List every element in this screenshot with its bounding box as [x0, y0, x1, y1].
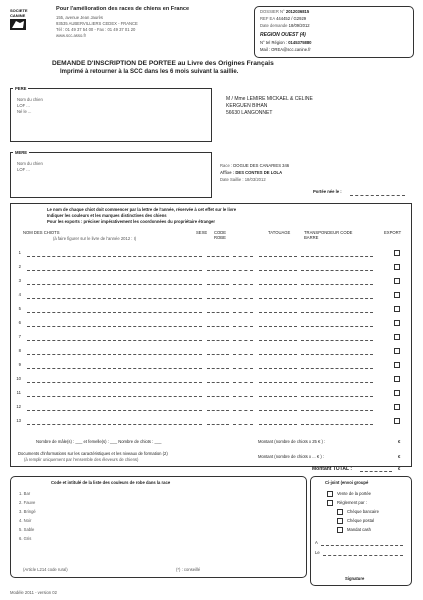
puppy-tatouage-field[interactable] [259, 410, 297, 411]
code-item: 4. Noir [19, 518, 32, 523]
vente-checkbox[interactable] [327, 491, 333, 497]
puppy-tatouage-field[interactable] [259, 326, 297, 327]
puppy-sexe-field[interactable] [207, 354, 229, 355]
puppy-tatouage-field[interactable] [259, 368, 297, 369]
proprietaire-line-1: M / Mme LEMIRE MICKAEL & CELINE [226, 96, 313, 102]
code-item: 2. Fauve [19, 500, 36, 505]
puppy-code-field[interactable] [233, 298, 253, 299]
col-nom-sub: (à faire figurer sur le livre de l'année 2012 : I) [53, 236, 137, 241]
code-item: 1. Bar [19, 491, 31, 496]
puppy-name-field[interactable] [27, 424, 202, 425]
svg-text:CANINE: CANINE [10, 13, 26, 18]
row-number: 4 [18, 292, 21, 297]
mere-line-2: LOF ... [17, 167, 30, 172]
row-number: 11 [16, 390, 21, 395]
cheque-postal-label: Chèque postal [347, 518, 375, 523]
puppy-sexe-field[interactable] [207, 340, 229, 341]
codes-title: Code et intitulé de la liste des couleurs de robe dans la race [51, 480, 171, 485]
puppy-code-field[interactable] [233, 326, 253, 327]
puppy-tatouage-field[interactable] [259, 424, 297, 425]
puppy-name-field[interactable] [27, 256, 202, 257]
org-title: Pour l'amélioration des races de chiens en France [56, 6, 190, 12]
race-label: Race : [220, 163, 233, 168]
row-number: 12 [16, 404, 21, 409]
row-number: 9 [18, 362, 21, 367]
reglement-checkbox[interactable] [327, 500, 333, 506]
dossier-label: DOSSIER N° [260, 9, 285, 14]
puppy-sexe-field[interactable] [207, 424, 229, 425]
pere-line-1: Nom du chien [17, 97, 43, 102]
puppy-name-field[interactable] [27, 312, 202, 313]
puppy-tatouage-field[interactable] [259, 396, 297, 397]
puppy-sexe-field[interactable] [207, 382, 229, 383]
total-currency: € [398, 466, 401, 471]
documents-note: (à remplir uniquement par l'ensemble des éleveurs de chiens) [24, 457, 139, 462]
ref-value: 444452 / G2929 [276, 16, 307, 21]
puppy-transpondeur-field[interactable] [301, 326, 373, 327]
puppy-transpondeur-field[interactable] [301, 368, 373, 369]
reglement-label: Règlement par : [337, 500, 367, 505]
export-checkbox[interactable] [394, 404, 400, 410]
cheque-bancaire-label: Chèque bancaire [347, 509, 379, 514]
puppy-transpondeur-field[interactable] [301, 340, 373, 341]
puppy-code-field[interactable] [233, 368, 253, 369]
le-label: Le [315, 550, 320, 555]
le-field[interactable] [323, 555, 403, 556]
col-export-header: EXPORT [384, 230, 402, 235]
export-checkbox[interactable] [394, 292, 400, 298]
puppy-tatouage-field[interactable] [259, 256, 297, 257]
payment-box [310, 476, 412, 586]
montant2-label: Montant (nombre de chiots x ... € ) : [258, 454, 325, 459]
export-checkbox[interactable] [394, 264, 400, 270]
row-number: 13 [16, 418, 21, 423]
export-checkbox[interactable] [394, 348, 400, 354]
a-field[interactable] [321, 545, 403, 546]
pere-line-3: Né le ... [17, 109, 32, 114]
puppy-name-field[interactable] [27, 326, 202, 327]
puppy-code-field[interactable] [233, 284, 253, 285]
row-number: 7 [18, 334, 21, 339]
row-number: 10 [16, 376, 21, 381]
export-checkbox[interactable] [394, 418, 400, 424]
row-number: 1 [18, 250, 21, 255]
proprietaire-line-3: 56630 LANGONNET [226, 110, 273, 116]
cheque-postal-checkbox[interactable] [337, 518, 343, 524]
portee-nee-label: Portée née le : [313, 189, 342, 194]
puppy-sexe-field[interactable] [207, 396, 229, 397]
puppy-code-field[interactable] [233, 382, 253, 383]
puppy-transpondeur-field[interactable] [301, 354, 373, 355]
race-value: DOGUE DES CANARIES 346 [233, 163, 290, 168]
region-mail: Mail : OREA@scc.canine.fr [260, 47, 311, 52]
puppy-transpondeur-field[interactable] [301, 410, 373, 411]
puppy-sexe-field[interactable] [207, 326, 229, 327]
mere-line-1: Nom du chien [17, 161, 43, 166]
export-checkbox[interactable] [394, 376, 400, 382]
pere-box [10, 88, 212, 142]
dossier-value: 2012036815 [285, 9, 310, 14]
puppy-sexe-field[interactable] [207, 368, 229, 369]
puppy-tatouage-field[interactable] [259, 340, 297, 341]
cheque-bancaire-checkbox[interactable] [337, 509, 343, 515]
puppy-transpondeur-field[interactable] [301, 424, 373, 425]
row-number: 6 [18, 320, 21, 325]
montant2-currency: € [398, 454, 401, 459]
puppy-name-field[interactable] [27, 382, 202, 383]
a-label: A [315, 540, 318, 545]
puppies-box [10, 203, 412, 467]
codes-box [10, 476, 307, 578]
pere-line-2: LOF ... [17, 103, 30, 108]
export-checkbox[interactable] [394, 362, 400, 368]
export-checkbox[interactable] [394, 250, 400, 256]
puppy-transpondeur-field[interactable] [301, 382, 373, 383]
export-checkbox[interactable] [394, 334, 400, 340]
puppy-name-field[interactable] [27, 270, 202, 271]
puppy-sexe-field[interactable] [207, 298, 229, 299]
chiots-label: Nombre de chiots : [118, 439, 154, 444]
puppy-name-field[interactable] [27, 340, 202, 341]
total-field[interactable] [360, 471, 392, 472]
col-code-header: CODE ROBE [214, 230, 227, 241]
scc-logo-icon [8, 6, 46, 32]
puppy-sexe-field[interactable] [207, 312, 229, 313]
femelles-label: et femelle(s) : [83, 439, 109, 444]
logo [8, 6, 46, 32]
saillie-label: Date Saillie : [220, 177, 244, 182]
row-number: 3 [18, 278, 21, 283]
ref-label: REF EA [260, 16, 275, 21]
mere-label: MERE [15, 150, 28, 155]
date-demande-value: 18/09/2012 [288, 23, 310, 28]
code-item: 6. Gris [19, 536, 32, 541]
footer-text: Modèle 2011 - version 02 [10, 590, 57, 595]
puppy-code-field[interactable] [233, 424, 253, 425]
region-tel-label: N° tel Région : [260, 40, 288, 45]
svg-text:SOCIETE: SOCIETE [10, 8, 28, 13]
region-label: REGION OUEST (4) [260, 32, 306, 38]
puppy-tatouage-field[interactable] [259, 298, 297, 299]
date-demande-label: Date demande [260, 23, 288, 28]
affixe-label: Affixe : [220, 170, 235, 175]
puppy-code-field[interactable] [233, 340, 253, 341]
total-label: Montant TOTAL : [312, 466, 352, 472]
org-address2: 93535 AUBERVILLIERS CEDEX - FRANCE [56, 21, 138, 26]
vente-label: Vente de la portée [337, 491, 371, 496]
puppy-sexe-field[interactable] [207, 284, 229, 285]
puppies-note-1: Le nom de chaque chiot doit commencer par la lettre de l'année, réservée à cet effet sur le livre [47, 207, 237, 212]
portee-nee-field[interactable] [350, 195, 405, 196]
puppy-code-field[interactable] [233, 410, 253, 411]
puppy-transpondeur-field[interactable] [301, 298, 373, 299]
export-checkbox[interactable] [394, 390, 400, 396]
codes-note-left: (Article L214 code rural) [23, 567, 68, 572]
export-checkbox[interactable] [394, 278, 400, 284]
puppy-code-field[interactable] [233, 270, 253, 271]
col-nom-header: NOM DES CHIOTS [23, 230, 60, 235]
page-subtitle: Imprimé à retourner à la SCC dans les 6 mois suivant la saillie. [60, 69, 239, 75]
row-number: 8 [18, 348, 21, 353]
puppy-tatouage-field[interactable] [259, 284, 297, 285]
org-address1: 155, avenue Jean Jaurès [56, 15, 104, 20]
puppy-transpondeur-field[interactable] [301, 312, 373, 313]
puppy-tatouage-field[interactable] [259, 270, 297, 271]
proprietaire-line-2: KERGUEN BIHAN [226, 103, 268, 109]
puppy-transpondeur-field[interactable] [301, 270, 373, 271]
puppies-note-3: Pour les exports : préciser impérativement les coordonnées du propriétaire étranger [47, 219, 216, 224]
puppy-name-field[interactable] [27, 368, 202, 369]
puppy-tatouage-field[interactable] [259, 354, 297, 355]
puppy-transpondeur-field[interactable] [301, 396, 373, 397]
col-tatouage-header: TATOUAGE [268, 230, 291, 235]
montant-label: Montant (nombre de chiots x 25 € ) : [258, 439, 326, 444]
saillie-value: 18/03/2012 [244, 177, 266, 182]
puppy-sexe-field[interactable] [207, 256, 229, 257]
col-transp-header: TRANSPONDEUR CODE BARRE [304, 230, 353, 241]
col-sexe-header: SEXE [196, 230, 208, 235]
puppy-name-field[interactable] [27, 298, 202, 299]
code-item: 5. Sable [19, 527, 35, 532]
payment-title: Ci-joint (envoi groupé [325, 480, 369, 485]
puppy-sexe-field[interactable] [207, 270, 229, 271]
mandat-cash-checkbox[interactable] [337, 527, 343, 533]
puppy-code-field[interactable] [233, 354, 253, 355]
codes-note-right: (*) : conseillé [176, 567, 201, 572]
mandat-cash-label: Mandat cash [347, 527, 371, 532]
row-number: 2 [18, 264, 21, 269]
region-tel-value: 0145375880 [288, 40, 312, 45]
affixe-value: DES CONTES DE LOLA [235, 170, 283, 175]
puppy-code-field[interactable] [233, 256, 253, 257]
puppy-name-field[interactable] [27, 396, 202, 397]
signature-label: Signature [345, 576, 365, 581]
org-web: www.scc.asso.fr [56, 33, 87, 38]
code-item: 3. Bringé [19, 509, 36, 514]
puppy-name-field[interactable] [27, 284, 202, 285]
puppy-tatouage-field[interactable] [259, 382, 297, 383]
puppy-sexe-field[interactable] [207, 410, 229, 411]
puppy-transpondeur-field[interactable] [301, 284, 373, 285]
puppy-name-field[interactable] [27, 410, 202, 411]
males-label: Nombre de mâle(s) : [36, 439, 75, 444]
puppy-name-field[interactable] [27, 354, 202, 355]
export-checkbox[interactable] [394, 306, 400, 312]
export-checkbox[interactable] [394, 320, 400, 326]
org-phone: Tél : 01 49 37 54 00 - Fax : 01 49 37 01 20 [56, 27, 136, 32]
puppy-code-field[interactable] [233, 312, 253, 313]
puppy-transpondeur-field[interactable] [301, 256, 373, 257]
puppy-tatouage-field[interactable] [259, 312, 297, 313]
puppies-note-2: Indiquer les couleurs et les marques distinctives des chiens [47, 213, 167, 218]
documents-label: Documents d'informations sur les caractéristiques et les niveaux de formation (2) [18, 451, 168, 456]
page-title: DEMANDE D'INSCRIPTION DE PORTEE au Livre des Origines Français [52, 60, 274, 67]
mere-box [10, 152, 212, 198]
pere-label: PERE [15, 86, 27, 91]
dossier-box [254, 6, 414, 58]
montant-currency: € [398, 439, 401, 444]
puppy-code-field[interactable] [233, 396, 253, 397]
row-number: 5 [18, 306, 21, 311]
